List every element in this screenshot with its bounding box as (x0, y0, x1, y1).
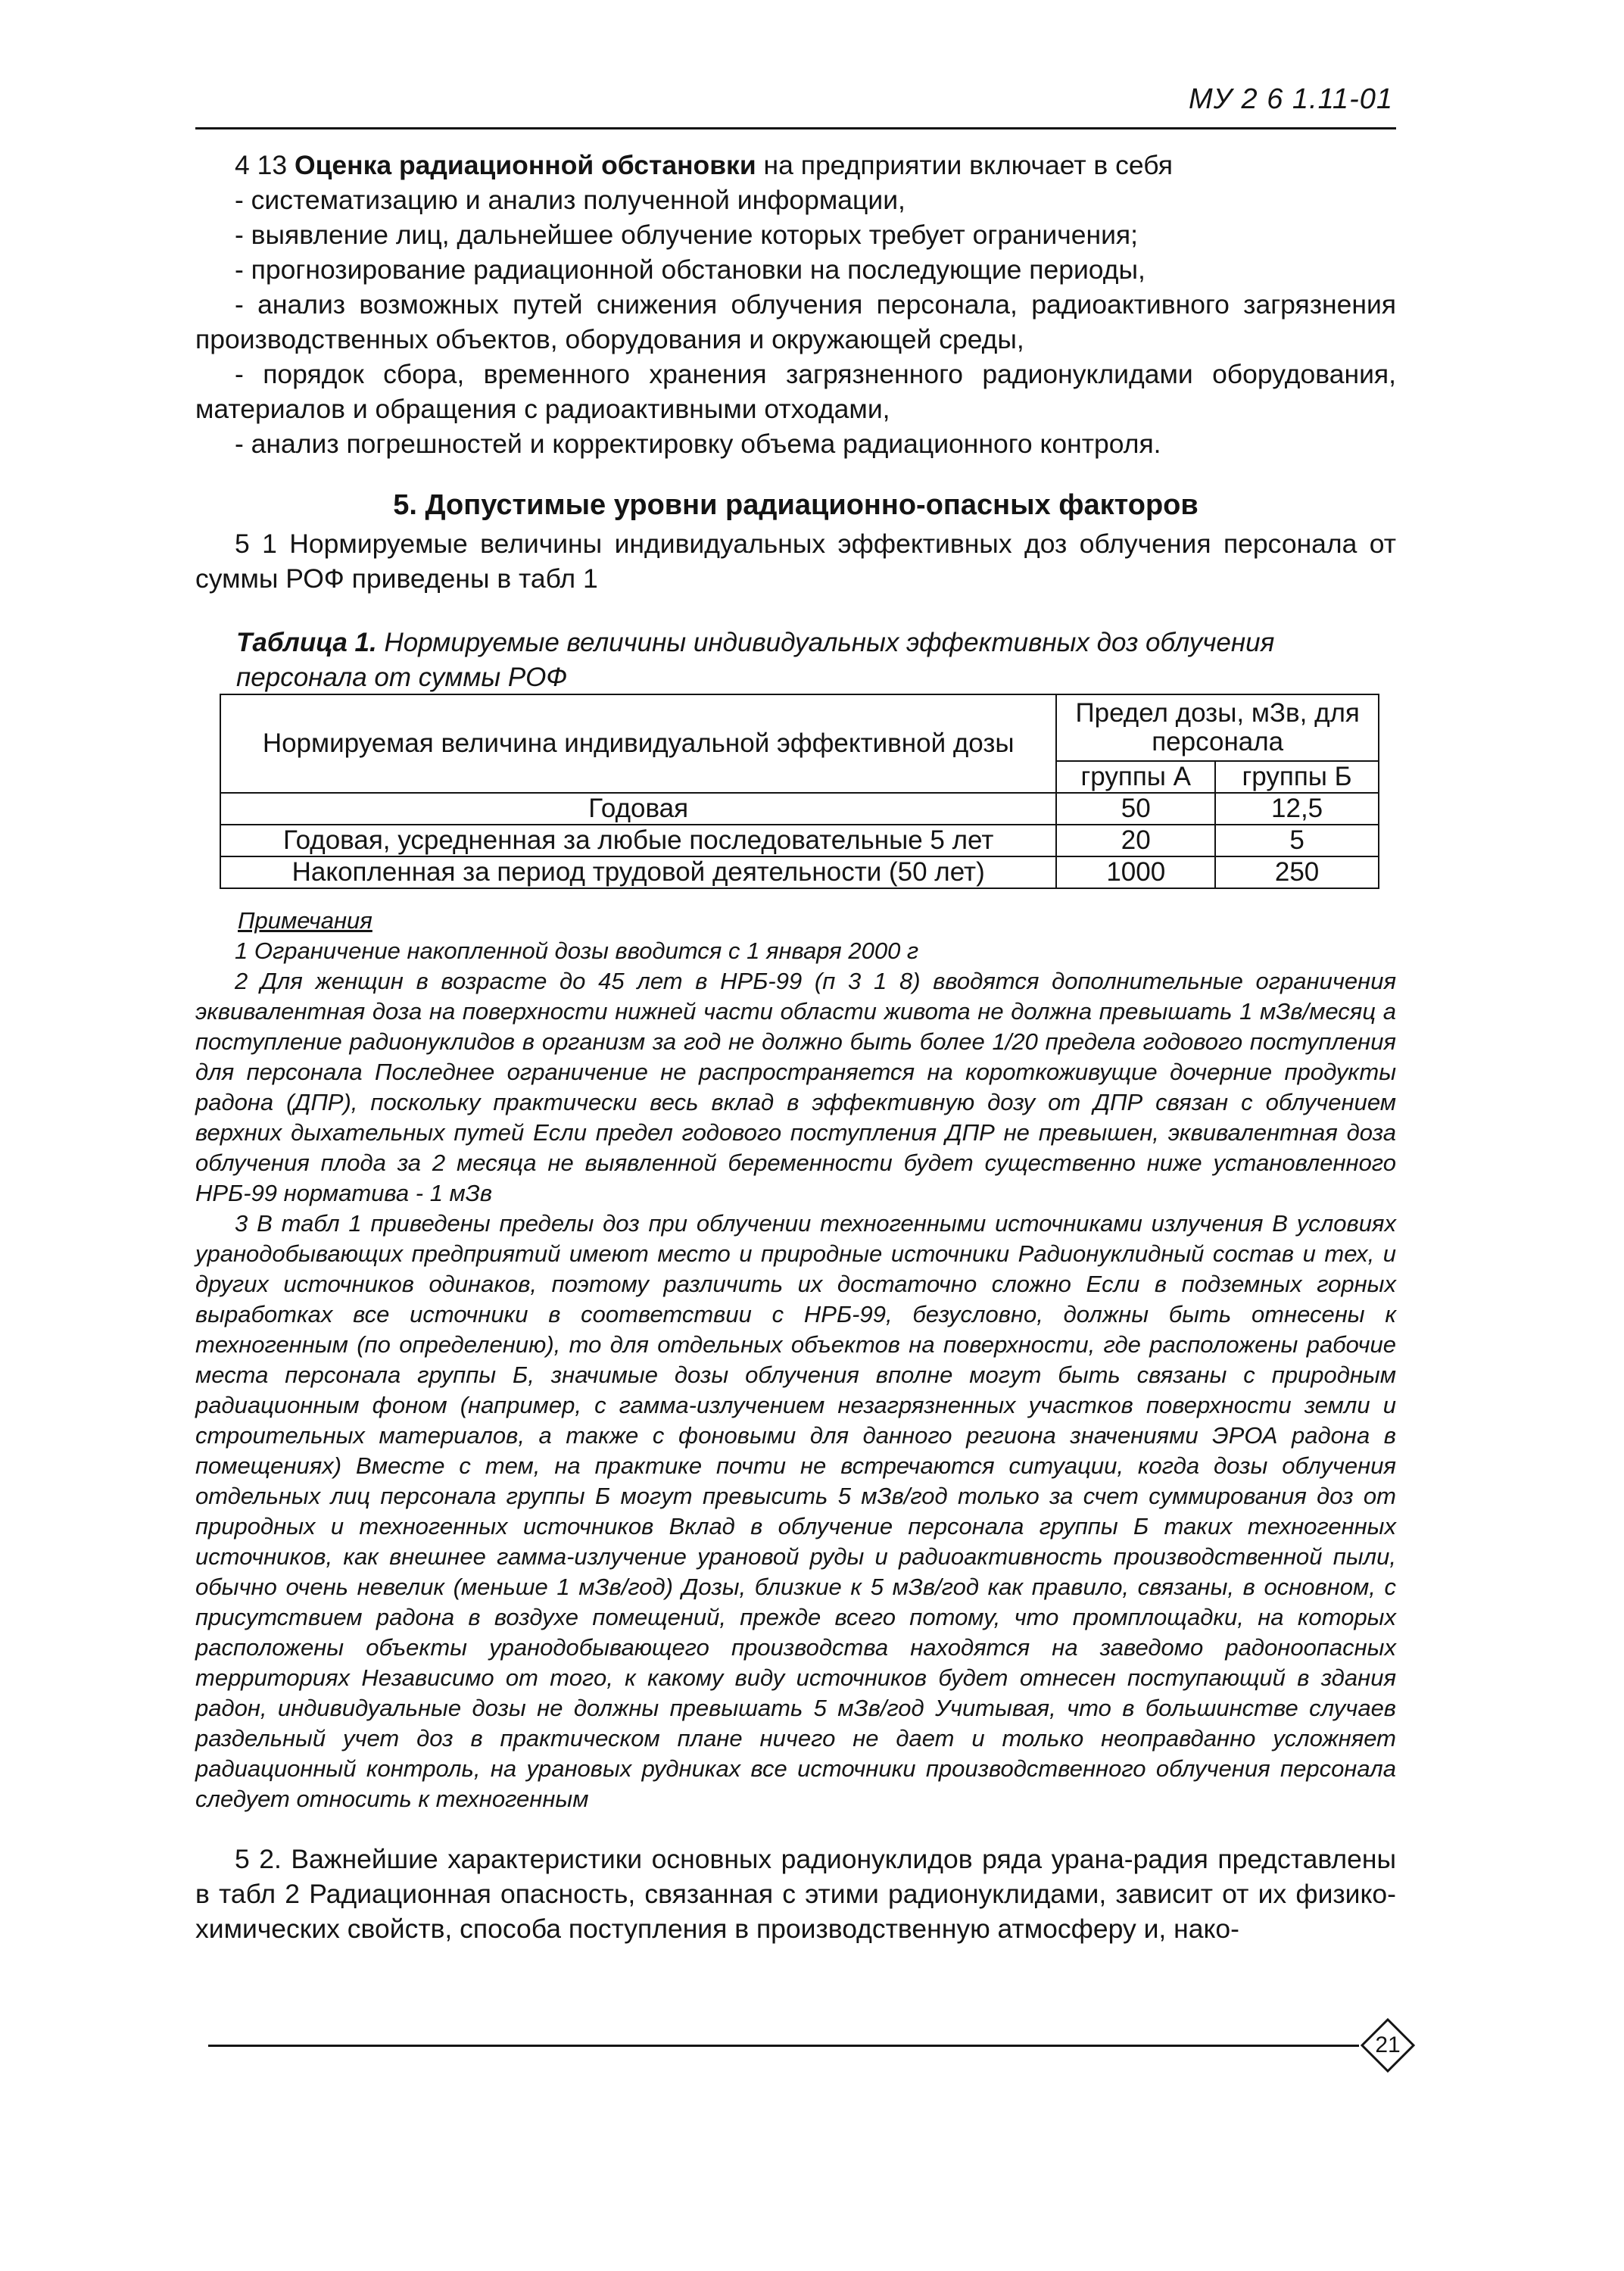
section-5-1 (195, 526, 1396, 596)
header-rule (195, 127, 1396, 129)
section-lead-rest: на предприятии включает в себя (756, 150, 1174, 180)
list-item: - анализ возможных путей снижения облучения персонала, радиоактивного загрязнения производственных объектов, оборудования и окружающей среды, (195, 289, 1396, 354)
table-row (220, 793, 1379, 825)
note-2: 2 Для женщин в возрасте до 45 лет в НРБ-99 (п 3 1 8) вводятся дополнительные ограничения эквивалентная доза на поверхности нижней части области живота не должна превышать 1 мЗв/месяц а поступление радионуклидов в организм за год не должно быть более 1/20 предела годового поступления для персонала Последнее ограничение не распространяется на короткоживущие дочерние продукты радона (ДПР), поскольку практически весь вклад в эффективную дозу от ДПР связан с облучением верхних дыхательных путей Если предел годового поступления ДПР не превышен, эквивалентная доза облучения плода за 2 месяца не выявленной беременности будет существенно ниже установленного НРБ-99 норматива - 1 мЗв (195, 968, 1396, 1206)
section-5-2 (195, 1842, 1396, 1946)
note-1: 1 Ограничение накопленной дозы вводится с 1 января 2000 г (235, 937, 919, 964)
note-3: 3 В табл 1 приведены пределы доз при облучении техногенными источниками излучения В условиях уранодобывающих предприятий имеют место и природные источники Радионуклидный состав и тех, и других источников одинаков, поэтому различить их достаточно сложно Если в подземных горных выработках все источники в соответствии с НРБ-99, безусловно, должны быть отнесены к техногенным (по определению), то для отдельных объектов на поверхности, где расположены рабочие места персонала группы Б, значимые дозы облучения вполне могут быть связаны с природным радиационным фоном (например, с гамма-излучением незагрязненных участков поверхности земли и строительных материалов, а также с фоновыми для данного региона значениями ЭРОА радона в помещениях) Вместе с тем, на практике почти не встречаются ситуации, когда дозы облучения отдельных лиц персонала группы Б могут превысить 5 мЗв/год только за счет суммирования доз от природных и техногенных источников Вклад в облучение персонала группы Б таких техногенных источников, как внешнее гамма-излучение урановой руды и радиоактивность производственной пыли, обычно очень невелик (меньше 1 мЗв/год) Дозы, близкие к 5 мЗв/год как правило, связаны, в основном, с присутствием радона в воздухе помещений, прежде всего потому, что промплощадки, на которых расположены объекты уранодобывающего производства находятся на заведомо радоноопасных территориях Независимо от того, к какому виду источников будет отнесен поступающий в здания радон, индивидуальные дозы не должны превышать 5 мЗв/год Учитывая, что в большинстве случаев раздельный учет доз в практическом плане ничего не дает и только неоправданно усложняет радиационный контроль, на урановых рудниках все источники производственного облучения персонала следует относить к техногенным (195, 1210, 1396, 1812)
list-item: - прогнозирование радиационной обстановки на последующие периоды, (235, 254, 1146, 285)
paragraph-5-1: 5 1 Нормируемые величины индивидуальных эффективных доз облучения персонала от суммы РОФ приведены в табл 1 (195, 529, 1396, 594)
table-notes (195, 906, 1396, 1814)
table-cell-group-a: 50 (1056, 793, 1215, 825)
table-cell-group-a: 20 (1056, 825, 1215, 856)
table-cell-group-b: 12,5 (1215, 793, 1379, 825)
table-cell-label: Годовая (220, 793, 1056, 825)
table-cell-label: Накопленная за период трудовой деятельности (50 лет) (220, 856, 1056, 888)
table-1-caption-text: Нормируемые величины индивидуальных эффективных доз облучения персонала от суммы РОФ (236, 628, 1275, 692)
paragraph-5-2: 5 2. Важнейшие характеристики основных радионуклидов ряда урана-радия представлены в табл 2 Радиационная опасность, связанная с этими радионуклидами, зависит от их физико-химических свойств, способа поступления в производственную атмосферу и, нако- (195, 1844, 1396, 1944)
notes-title: Примечания (238, 907, 372, 934)
list-item: - систематизацию и анализ полученной информации, (235, 185, 906, 215)
page-number: 21 (1375, 2032, 1401, 2057)
table-header-row (220, 694, 1379, 761)
table-row (220, 825, 1379, 856)
section-4-13-lead (195, 148, 1396, 182)
table-header-group-a: группы А (1056, 761, 1215, 793)
table-header-group-b: группы Б (1215, 761, 1379, 793)
table-1-label: Таблица 1. (236, 628, 377, 657)
list-item: - выявление лиц, дальнейшее облучение которых требует ограничения; (235, 220, 1139, 250)
list-item: - порядок сбора, временного хранения загрязненного радионуклидами оборудования, материалов и обращения с радиоактивными отходами, (195, 359, 1396, 424)
section-title: Оценка радиационной обстановки (294, 150, 756, 180)
footer-rule (208, 2045, 1359, 2047)
section-number: 4 13 (235, 150, 295, 180)
table-row (220, 856, 1379, 888)
section-5-heading: 5. Допустимые уровни радиационно-опасных факторов (393, 489, 1199, 521)
table-header-quantity: Нормируемая величина индивидуальной эффективной дозы (220, 694, 1056, 793)
table-header-dose-limit: Предел дозы, мЗв, для персонала (1056, 694, 1379, 761)
section-4-13 (195, 148, 1396, 461)
document-code: МУ 2 6 1.11-01 (1189, 83, 1393, 115)
table-cell-group-b: 250 (1215, 856, 1379, 888)
list-item: - анализ погрешностей и корректировку объема радиационного контроля. (235, 429, 1161, 459)
table-cell-group-a: 1000 (1056, 856, 1215, 888)
table-cell-group-b: 5 (1215, 825, 1379, 856)
table-1-caption (236, 625, 1296, 695)
table-cell-label: Годовая, усредненная за любые последовательные 5 лет (220, 825, 1056, 856)
table-1 (220, 694, 1379, 889)
